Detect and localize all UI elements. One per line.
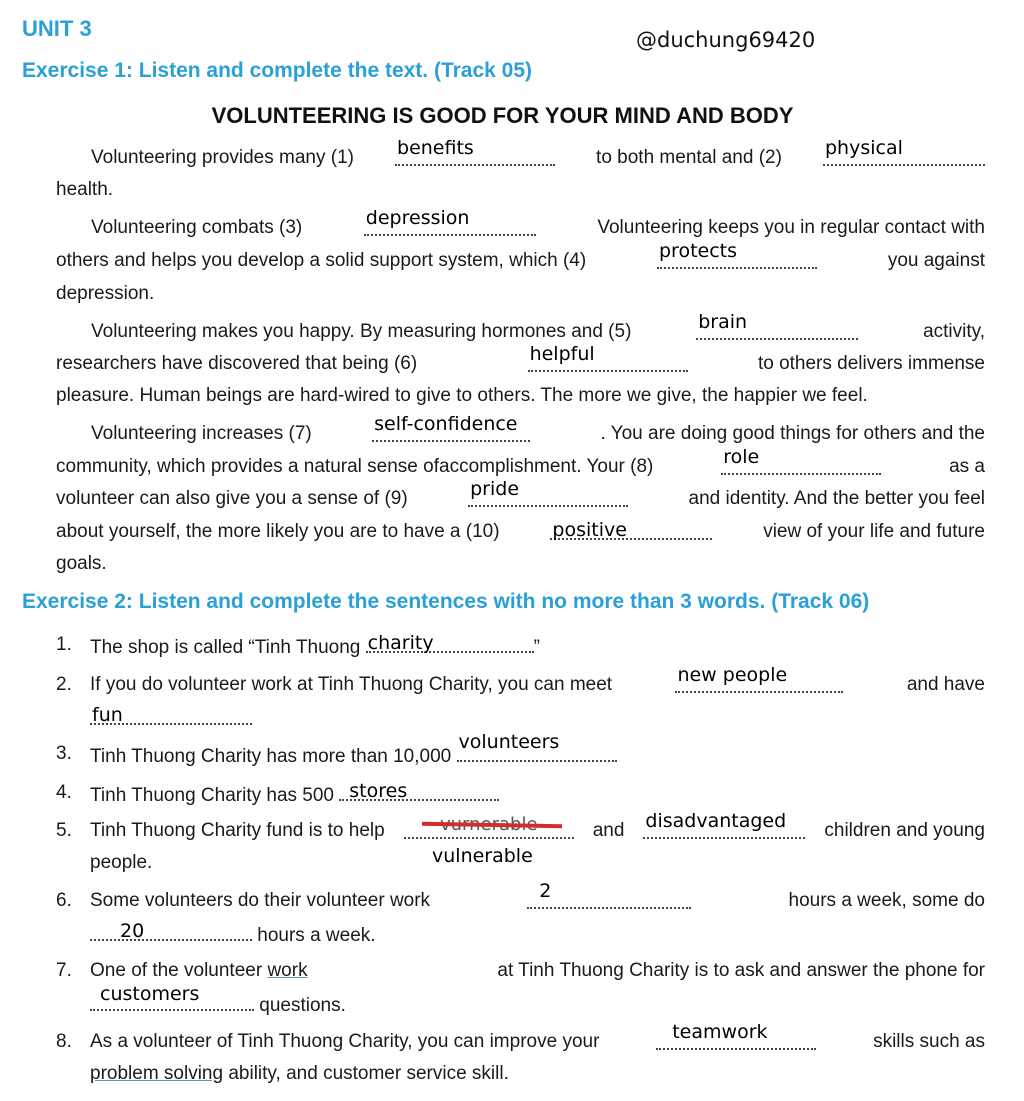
sentence-7: One of the volunteer work at Tinh Thuong Charity is to ask and answer the phone for	[90, 960, 985, 981]
answer-ex2-6a: 2	[539, 880, 552, 902]
underlined-word: work	[267, 960, 308, 981]
blank-ex2-3	[457, 731, 617, 762]
blank-10	[550, 520, 712, 540]
blank-ex2-2	[675, 664, 843, 693]
answer-7: self-confidence	[374, 413, 518, 435]
underlined-phrase: problem solving	[90, 1063, 224, 1084]
sentence-8-line2: problem solving ability, and customer service skill.	[90, 1063, 509, 1084]
answer-6: helpful	[529, 343, 595, 365]
sentence-2: If you do volunteer work at Tinh Thuong Charity, you can meet new people and have	[90, 664, 985, 695]
answer-ex2-4: stores	[349, 780, 408, 802]
blank-ex2-1	[366, 633, 534, 653]
item-number-6: 6.	[56, 890, 72, 911]
blank-7	[372, 413, 530, 442]
answer-8: role	[723, 446, 760, 468]
answer-ex2-7: customers	[100, 983, 200, 1005]
blank-2	[823, 137, 985, 166]
answer-4: protects	[659, 240, 738, 262]
answer-ex2-5b: disadvantaged	[645, 810, 787, 832]
blank-1	[395, 137, 555, 166]
p4-line5: goals.	[56, 553, 107, 574]
p2-line2: others and helps you develop a solid support system, which (4) protects you against	[56, 240, 985, 271]
item-number-3: 3.	[56, 743, 72, 764]
p4-line3: volunteer can also give you a sense of (9) pride and identity. And the better you feel	[56, 478, 985, 509]
blank-5	[696, 311, 858, 340]
item-number-4: 4.	[56, 782, 72, 803]
blank-3	[364, 207, 536, 236]
answer-ex2-2: new people	[677, 664, 788, 686]
blank-ex2-6a	[527, 880, 691, 909]
blank-ex2-5b	[643, 810, 805, 839]
sentence-5: Tinh Thuong Charity fund is to help and disadvantaged children and young	[90, 810, 985, 841]
blank-8	[721, 446, 881, 475]
sentence-4: Tinh Thuong Charity has 500 stores	[90, 781, 985, 808]
answer-ex2-3: volunteers	[458, 731, 560, 753]
exercise2-title: Exercise 2: Listen and complete the sentences with no more than 3 words. (Track 06)	[22, 590, 870, 613]
answer-5: brain	[698, 311, 748, 333]
p1-line1: Volunteering provides many (1) benefits to both mental and (2) physical	[56, 146, 985, 170]
sentence-3: Tinh Thuong Charity has more than 10,000 volunteers	[90, 742, 985, 769]
item-number-8: 8.	[56, 1031, 72, 1052]
passage-title: VOLUNTEERING IS GOOD FOR YOUR MIND AND BODY	[211, 103, 794, 128]
answer-1: benefits	[397, 137, 474, 159]
blank-ex2-2b	[90, 705, 252, 725]
p2-line3: depression.	[56, 283, 155, 304]
answer-10: positive	[552, 519, 627, 541]
answer-9: pride	[470, 478, 520, 500]
item-number-2: 2.	[56, 674, 72, 695]
p3-line1: Volunteering makes you happy. By measuring hormones and (5) brain activity,	[91, 311, 985, 342]
sentence-5-line2: people.	[90, 852, 153, 873]
item-number-7: 7.	[56, 960, 72, 981]
blank-9	[468, 478, 628, 507]
item-number-5: 5.	[56, 820, 72, 841]
correction-word: vulnerable	[432, 845, 533, 867]
exercise1-title: Exercise 1: Listen and complete the text. (Track 05)	[22, 59, 533, 82]
answer-ex2-2b: fun	[92, 704, 123, 726]
p3-line3: pleasure. Human beings are hard-wired to give to others. The more we give, the happier we feel.	[56, 385, 868, 406]
answer-2: physical	[824, 137, 903, 159]
sentence-6: Some volunteers do their volunteer work 2 hours a week, some do	[90, 880, 985, 911]
answer-ex2-8: teamwork	[672, 1021, 768, 1043]
blank-4	[657, 240, 817, 269]
p3-line2: researchers have discovered that being (6) helpful to others delivers immense	[56, 343, 985, 374]
unit-label: UNIT 3	[22, 16, 92, 41]
sentence-8: As a volunteer of Tinh Thuong Charity, you can improve your teamwork skills such as	[90, 1021, 985, 1052]
p4-line2: community, which provides a natural sense ofaccomplishment. Your (8) role as a	[56, 446, 985, 477]
answer-3: depression	[365, 207, 470, 229]
struck-out-word: vurnerable	[440, 814, 538, 835]
p4-line1: Volunteering increases (7) self-confidence . You are doing good things for others and the	[91, 413, 985, 444]
sentence-1: The shop is called “Tinh Thuong charity ”	[90, 632, 540, 658]
blank-ex2-8	[656, 1021, 816, 1050]
p1-line2: health.	[56, 179, 114, 200]
answer-ex2-1: charity	[367, 632, 434, 654]
item-number-1: 1.	[56, 634, 72, 655]
blank-ex2-6b	[90, 921, 252, 941]
sentence-2-line2	[90, 705, 985, 732]
blank-6	[528, 343, 688, 372]
sentence-7-line2: customers questions.	[90, 991, 985, 1018]
answer-ex2-6b: 20	[120, 920, 145, 942]
p2-line1: Volunteering combats (3) depression Volunteering keeps you in regular contact with	[91, 207, 985, 238]
p4-line4: about yourself, the more likely you are to have a (10) positive view of your life and future	[56, 519, 985, 542]
watermark: @duchung69420	[636, 28, 816, 52]
sentence-6-line2: 20 hours a week.	[90, 921, 985, 948]
blank-ex2-4	[339, 781, 499, 801]
